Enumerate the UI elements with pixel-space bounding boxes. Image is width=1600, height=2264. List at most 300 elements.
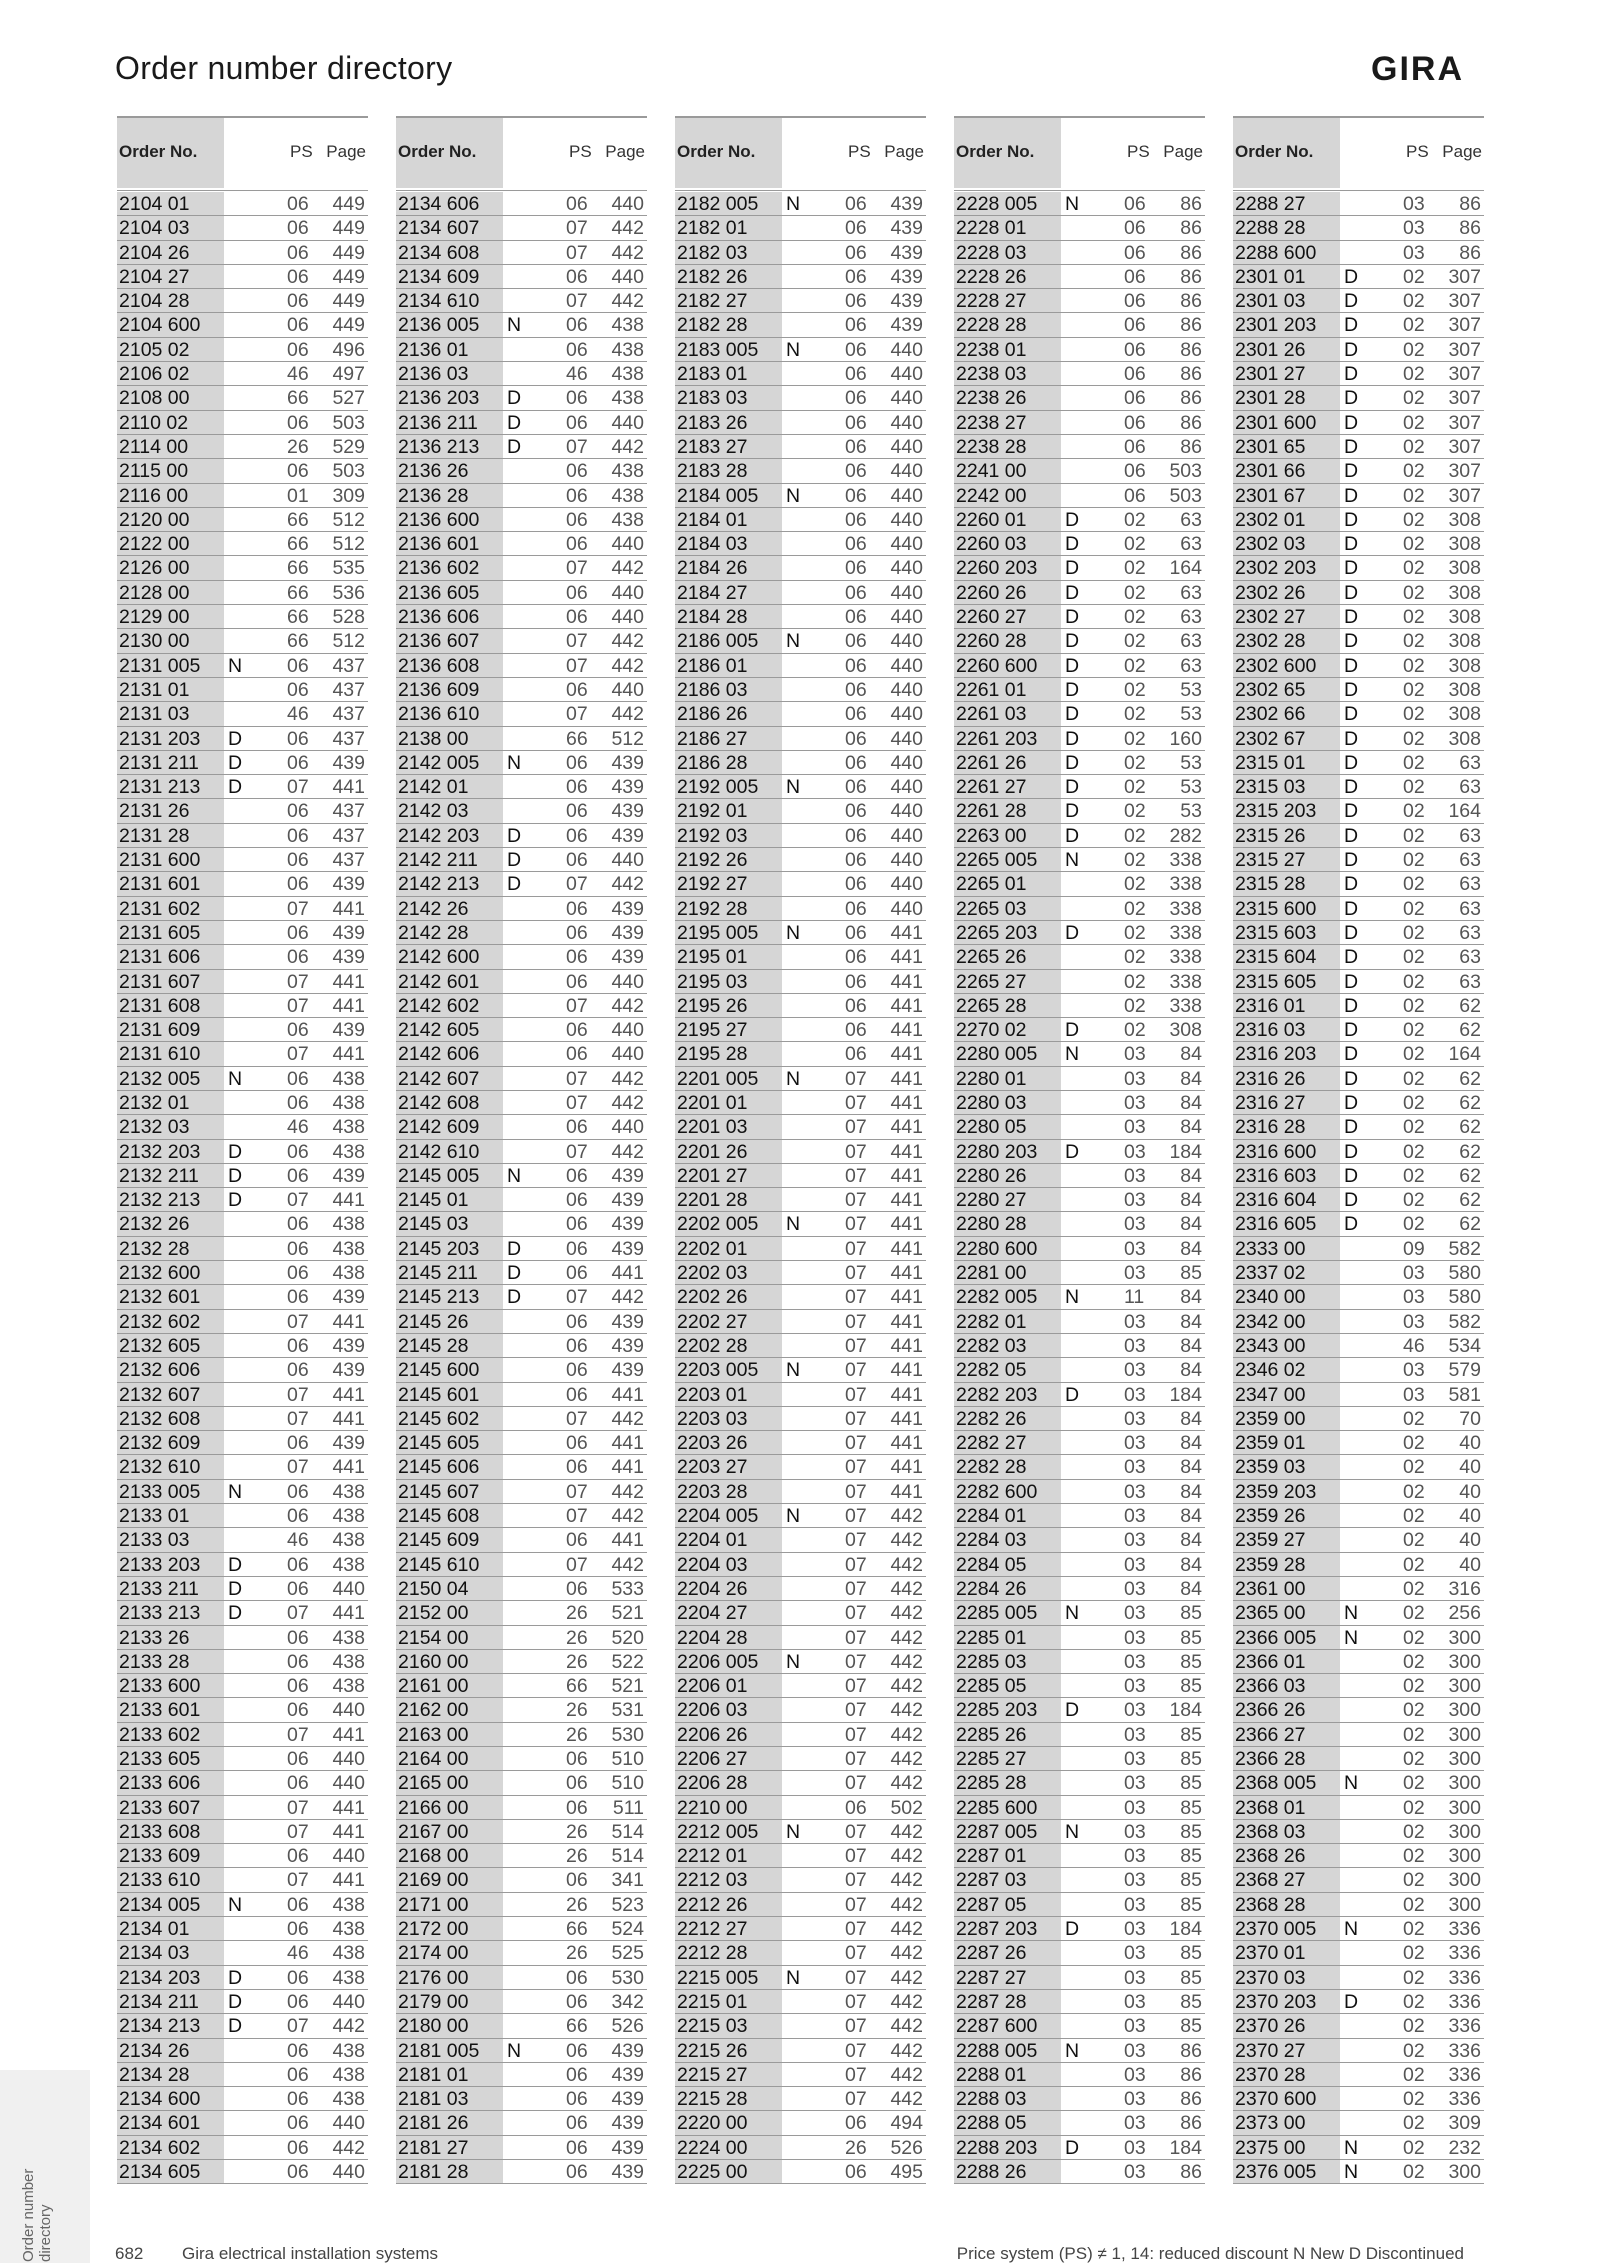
- table-row: [675, 1626, 926, 1650]
- order-number: 2287 600: [956, 2015, 1038, 2038]
- price-system: 02: [1124, 751, 1146, 774]
- price-system: 02: [1403, 508, 1425, 531]
- table-row: [1233, 605, 1484, 629]
- order-number: 2180 00: [398, 2015, 469, 2038]
- table-row: [675, 1917, 926, 1941]
- price-system: 06: [845, 921, 867, 944]
- table-row: [396, 2063, 647, 2087]
- status-flag: D: [228, 751, 243, 774]
- order-number: 2136 28: [398, 484, 469, 507]
- order-number: 2316 603: [1235, 1164, 1317, 1187]
- order-number: 2301 03: [1235, 290, 1306, 313]
- table-row: [954, 1868, 1205, 1892]
- table-row: [396, 386, 647, 410]
- price-system: 02: [1403, 1456, 1425, 1479]
- order-number: 2261 26: [956, 751, 1027, 774]
- page-ref: 336: [1448, 1990, 1481, 2013]
- price-system: 03: [1124, 2112, 1146, 2135]
- table-row: [675, 1990, 926, 2014]
- table-row: [675, 386, 926, 410]
- order-number: 2142 608: [398, 1091, 480, 1114]
- order-number: 2169 00: [398, 1869, 469, 1892]
- table-row: [675, 556, 926, 580]
- status-flag: N: [786, 338, 801, 361]
- order-number: 2261 203: [956, 727, 1038, 750]
- table-row: [396, 192, 647, 216]
- price-system: 02: [1403, 776, 1425, 799]
- order-number: 2215 01: [677, 1990, 748, 2013]
- order-number: 2375 00: [1235, 2136, 1306, 2159]
- page-ref: 84: [1180, 1505, 1202, 1528]
- page-ref: 441: [332, 1820, 365, 1843]
- table-row: [396, 1237, 647, 1261]
- page-ref: 439: [611, 776, 644, 799]
- order-number: 2370 600: [1235, 2088, 1317, 2111]
- order-number: 2370 03: [1235, 1966, 1306, 1989]
- page-ref: 439: [890, 241, 923, 264]
- status-flag: D: [507, 435, 522, 458]
- price-system: 46: [287, 703, 309, 726]
- page-ref: 336: [1448, 2015, 1481, 2038]
- order-number: 2133 211: [119, 1577, 199, 1600]
- order-number: 2132 28: [119, 1237, 190, 1260]
- order-number: 2261 01: [956, 678, 1027, 701]
- status-flag: N: [786, 193, 801, 215]
- table-row: [1233, 581, 1484, 605]
- price-system: 02: [1403, 1748, 1425, 1770]
- table-row: [396, 2087, 647, 2111]
- page-ref: 438: [332, 1262, 365, 1285]
- status-flag: D: [507, 849, 522, 872]
- price-system: 03: [1124, 2088, 1146, 2111]
- page-ref: 86: [1459, 241, 1481, 264]
- order-number: 2204 28: [677, 1626, 748, 1649]
- order-number: 2131 213: [119, 776, 201, 799]
- order-number: 2136 213: [398, 435, 480, 458]
- table-row: [396, 921, 647, 945]
- price-system: 07: [845, 1407, 867, 1430]
- status-flag: D: [1344, 1043, 1359, 1066]
- table-row: [117, 1868, 368, 1892]
- status-flag: D: [507, 1237, 522, 1260]
- page-ref: 336: [1448, 1918, 1481, 1941]
- order-number: 2184 005: [677, 484, 759, 507]
- table-row: [396, 313, 647, 337]
- status-flag: D: [228, 1577, 243, 1600]
- page-ref: 84: [1180, 1067, 1202, 1090]
- page-ref: 442: [611, 557, 644, 580]
- page-ref: 536: [332, 581, 365, 604]
- table-row: [675, 1334, 926, 1358]
- page-ref: 164: [1448, 1043, 1481, 1066]
- table-row: [675, 1966, 926, 1990]
- price-system: 06: [287, 2136, 309, 2159]
- table-row: [1233, 1868, 1484, 1892]
- order-number: 2145 03: [398, 1213, 469, 1236]
- table-row: [954, 1941, 1205, 1965]
- table-row: [675, 484, 926, 508]
- page-ref: 63: [1180, 508, 1202, 531]
- table-row: [396, 1650, 647, 1674]
- table-row: [1233, 1237, 1484, 1261]
- price-system: 06: [1124, 290, 1146, 313]
- status-flag: D: [228, 1164, 243, 1187]
- page-ref: 442: [890, 1990, 923, 2013]
- table-row: [396, 338, 647, 362]
- table-row: [1233, 338, 1484, 362]
- order-number: 2134 610: [398, 290, 480, 313]
- price-system: 06: [845, 363, 867, 386]
- price-system: 06: [287, 1553, 309, 1576]
- page-ref: 510: [611, 1748, 644, 1770]
- table-row: [954, 1820, 1205, 1844]
- status-flag: D: [1065, 606, 1080, 629]
- price-system: 07: [566, 1286, 588, 1309]
- page-ref: 439: [890, 193, 923, 215]
- page-ref: 300: [1448, 1796, 1481, 1819]
- status-flag: N: [786, 1359, 801, 1382]
- page-ref: 440: [332, 1577, 365, 1600]
- price-system: 06: [1124, 363, 1146, 386]
- price-system: 06: [845, 630, 867, 653]
- table-row: [396, 1990, 647, 2014]
- page-ref: 307: [1448, 265, 1481, 288]
- page-ref: 63: [1459, 751, 1481, 774]
- page-ref: 84: [1180, 1286, 1202, 1309]
- table-row: [675, 216, 926, 240]
- price-system: 03: [1124, 1480, 1146, 1503]
- price-system: 02: [1403, 2112, 1425, 2135]
- order-number: 2131 610: [119, 1043, 201, 1066]
- price-system: 02: [1124, 581, 1146, 604]
- price-system: 06: [566, 411, 588, 434]
- table-row: [117, 775, 368, 799]
- order-number: 2134 608: [398, 241, 480, 264]
- price-system: 02: [1403, 1796, 1425, 1819]
- order-number: 2280 005: [956, 1043, 1038, 1066]
- table-row: [117, 1650, 368, 1674]
- order-number: 2282 28: [956, 1456, 1027, 1479]
- page-ref: 438: [611, 338, 644, 361]
- price-system: 06: [845, 484, 867, 507]
- order-number: 2265 01: [956, 873, 1027, 896]
- order-number: 2346 02: [1235, 1359, 1306, 1382]
- page-ref: 232: [1448, 2136, 1481, 2159]
- price-system: 02: [1403, 606, 1425, 629]
- table-row: [117, 702, 368, 726]
- table-row: [1233, 1067, 1484, 1091]
- price-system: 07: [566, 290, 588, 313]
- table-row: [675, 532, 926, 556]
- table-row: [954, 362, 1205, 386]
- order-number: 2285 26: [956, 1723, 1027, 1746]
- page-ref: 582: [1448, 1237, 1481, 1260]
- order-number: 2228 27: [956, 290, 1027, 313]
- price-system: 03: [1124, 1237, 1146, 1260]
- table-row: [1233, 1626, 1484, 1650]
- status-flag: D: [507, 387, 522, 410]
- page-ref: 579: [1448, 1359, 1481, 1382]
- order-number: 2174 00: [398, 1942, 469, 1965]
- table-row: [954, 1310, 1205, 1334]
- table-row: [396, 241, 647, 265]
- table-row: [675, 1407, 926, 1431]
- price-system: 06: [1124, 460, 1146, 483]
- order-number: 2145 601: [398, 1383, 480, 1406]
- page-ref: 282: [1169, 824, 1202, 847]
- page-ref: 62: [1459, 1213, 1481, 1236]
- order-number: 2195 01: [677, 946, 748, 969]
- table-row: [117, 313, 368, 337]
- order-number: 2145 28: [398, 1334, 469, 1357]
- order-number: 2131 005: [119, 654, 201, 677]
- table-row: [396, 751, 647, 775]
- page-ref: 442: [611, 1553, 644, 1576]
- status-flag: D: [1065, 1019, 1080, 1042]
- order-number: 2136 606: [398, 606, 480, 629]
- table-row: [396, 678, 647, 702]
- price-system: 06: [1124, 411, 1146, 434]
- price-system: 06: [287, 1140, 309, 1163]
- table-row: [117, 1553, 368, 1577]
- price-system: 06: [287, 1918, 309, 1941]
- brand-logo: GIRA: [1371, 50, 1464, 88]
- order-number: 2282 600: [956, 1480, 1038, 1503]
- page-ref: 512: [332, 508, 365, 531]
- page-ref: 449: [332, 265, 365, 288]
- page-ref: 442: [890, 1699, 923, 1722]
- table-row: [675, 702, 926, 726]
- order-number: 2130 00: [119, 630, 190, 653]
- price-system: 06: [287, 1067, 309, 1090]
- page-ref: 438: [611, 508, 644, 531]
- table-row: [1233, 386, 1484, 410]
- table-row: [675, 654, 926, 678]
- table-row: [1233, 1577, 1484, 1601]
- status-flag: D: [1344, 314, 1359, 337]
- page-ref: 442: [890, 1966, 923, 1989]
- page-ref: 442: [890, 1918, 923, 1941]
- table-row: [1233, 2160, 1484, 2184]
- price-system: 07: [845, 2063, 867, 2086]
- status-flag: D: [1344, 508, 1359, 531]
- page-ref: 308: [1448, 606, 1481, 629]
- order-number: 2359 27: [1235, 1529, 1306, 1552]
- page-ref: 439: [611, 800, 644, 823]
- page-ref: 503: [1169, 484, 1202, 507]
- order-number: 2132 610: [119, 1456, 201, 1479]
- page-ref: 442: [890, 1820, 923, 1843]
- table-row: [954, 386, 1205, 410]
- order-number: 2184 26: [677, 557, 748, 580]
- order-number: 2183 26: [677, 411, 748, 434]
- page-ref: 307: [1448, 484, 1481, 507]
- price-system: 07: [287, 1723, 309, 1746]
- price-system: 06: [566, 1310, 588, 1333]
- page-ref: 438: [332, 2088, 365, 2111]
- table-row: [675, 1188, 926, 1212]
- table-row: [954, 1261, 1205, 1285]
- order-number: 2212 27: [677, 1918, 748, 1941]
- order-number: 2172 00: [398, 1918, 469, 1941]
- table-row: [1233, 1407, 1484, 1431]
- page-ref: 439: [611, 1189, 644, 1212]
- page-ref: 62: [1459, 1164, 1481, 1187]
- page-ref: 307: [1448, 338, 1481, 361]
- price-system: 06: [566, 946, 588, 969]
- table-row: [117, 1067, 368, 1091]
- price-system: 06: [287, 2088, 309, 2111]
- table-row: [675, 1723, 926, 1747]
- price-system: 03: [1124, 1990, 1146, 2013]
- status-flag: D: [1344, 265, 1359, 288]
- price-system: 02: [1403, 338, 1425, 361]
- order-number: 2359 01: [1235, 1432, 1306, 1455]
- order-number: 2284 03: [956, 1529, 1027, 1552]
- order-number: 2182 28: [677, 314, 748, 337]
- order-number: 2301 600: [1235, 411, 1317, 434]
- table-row: [1233, 411, 1484, 435]
- table-row: [954, 654, 1205, 678]
- page-ref: 524: [611, 1918, 644, 1941]
- price-system: 03: [1124, 1213, 1146, 1236]
- table-row: [954, 1844, 1205, 1868]
- price-system: 03: [1124, 1820, 1146, 1843]
- page-ref: 582: [1448, 1310, 1481, 1333]
- price-system: 06: [566, 1019, 588, 1042]
- order-number: 2285 03: [956, 1650, 1027, 1673]
- page-ref: 442: [611, 1091, 644, 1114]
- page-ref: 53: [1180, 800, 1202, 823]
- table-row: [117, 2136, 368, 2160]
- price-system: 06: [1124, 217, 1146, 240]
- page-ref: 85: [1180, 1650, 1202, 1673]
- table-row: [117, 1431, 368, 1455]
- order-number: 2368 005: [1235, 1772, 1317, 1795]
- price-system: 06: [566, 1529, 588, 1552]
- price-system: 07: [845, 1262, 867, 1285]
- price-system: 02: [1403, 1019, 1425, 1042]
- price-system: 07: [845, 1505, 867, 1528]
- page-ref: 440: [611, 849, 644, 872]
- table-row: [675, 1650, 926, 1674]
- table-row: [396, 702, 647, 726]
- page-ref: 300: [1448, 1748, 1481, 1770]
- page-ref: 441: [890, 1237, 923, 1260]
- price-system: 06: [566, 800, 588, 823]
- page-ref: 85: [1180, 1748, 1202, 1770]
- page-ref: 63: [1180, 654, 1202, 677]
- order-number: 2145 602: [398, 1407, 480, 1430]
- table-row: [1233, 1747, 1484, 1771]
- order-number: 2114 00: [119, 435, 189, 458]
- page-ref: 308: [1448, 678, 1481, 701]
- status-flag: D: [1344, 630, 1359, 653]
- page-ref: 307: [1448, 411, 1481, 434]
- order-number: 2104 26: [119, 241, 190, 264]
- page-ref: 184: [1169, 1699, 1202, 1722]
- page-ref: 439: [611, 2088, 644, 2111]
- price-system: 06: [287, 1262, 309, 1285]
- price-system: 03: [1124, 1772, 1146, 1795]
- table-row: [675, 678, 926, 702]
- order-number: 2359 28: [1235, 1553, 1306, 1576]
- table-row: [954, 1771, 1205, 1795]
- price-system: 06: [845, 435, 867, 458]
- page-ref: 86: [1180, 265, 1202, 288]
- table-row: [1233, 921, 1484, 945]
- page-ref: 442: [611, 435, 644, 458]
- order-number: 2288 05: [956, 2112, 1027, 2135]
- table-row: [117, 1407, 368, 1431]
- table-row: [675, 1577, 926, 1601]
- table-row: [117, 848, 368, 872]
- page-ref: 512: [332, 533, 365, 556]
- order-number: 2340 00: [1235, 1286, 1306, 1309]
- order-number: 2361 00: [1235, 1577, 1306, 1600]
- order-number: 2145 213: [398, 1286, 480, 1309]
- column-header: [1233, 118, 1484, 188]
- table-row: [954, 1115, 1205, 1139]
- page-ref: 84: [1180, 1553, 1202, 1576]
- page-ref: 442: [611, 241, 644, 264]
- status-flag: D: [1344, 557, 1359, 580]
- status-flag: D: [228, 1553, 243, 1576]
- table-row: [117, 1237, 368, 1261]
- order-number: 2133 28: [119, 1650, 190, 1673]
- price-system: 07: [845, 1140, 867, 1163]
- price-system: 03: [1124, 1553, 1146, 1576]
- table-row: [117, 581, 368, 605]
- table-row: [396, 1723, 647, 1747]
- order-number: 2131 600: [119, 849, 201, 872]
- order-number: 2160 00: [398, 1650, 469, 1673]
- price-system: 09: [1403, 1237, 1425, 1260]
- price-system: 06: [287, 678, 309, 701]
- price-system: 02: [1403, 800, 1425, 823]
- page-ref: 308: [1169, 1019, 1202, 1042]
- order-number: 2145 608: [398, 1505, 480, 1528]
- table-row: [1233, 775, 1484, 799]
- price-system: 06: [566, 1334, 588, 1357]
- price-system: 03: [1124, 2161, 1146, 2184]
- price-system: 03: [1124, 1699, 1146, 1722]
- status-flag: D: [507, 411, 522, 434]
- table-row: [396, 2136, 647, 2160]
- price-system: 02: [1124, 533, 1146, 556]
- page-ref: 308: [1448, 727, 1481, 750]
- page-ref: 441: [890, 1310, 923, 1333]
- order-number: 2133 605: [119, 1748, 201, 1770]
- order-number: 2366 27: [1235, 1723, 1306, 1746]
- table-row: [954, 824, 1205, 848]
- table-row: [396, 1796, 647, 1820]
- order-number: 2150 04: [398, 1577, 469, 1600]
- price-system: 06: [287, 1019, 309, 1042]
- price-system: 03: [1124, 1893, 1146, 1916]
- page-ref: 86: [1180, 2112, 1202, 2135]
- table-row: [117, 484, 368, 508]
- status-flag: D: [228, 1990, 243, 2013]
- order-number: 2133 601: [119, 1699, 201, 1722]
- page-ref: 522: [611, 1650, 644, 1673]
- page-ref: 441: [611, 1456, 644, 1479]
- order-number: 2131 03: [119, 703, 190, 726]
- table-row: [954, 1528, 1205, 1552]
- page-ref: 86: [1180, 387, 1202, 410]
- price-system: 06: [287, 2063, 309, 2086]
- order-number: 2370 005: [1235, 1918, 1317, 1941]
